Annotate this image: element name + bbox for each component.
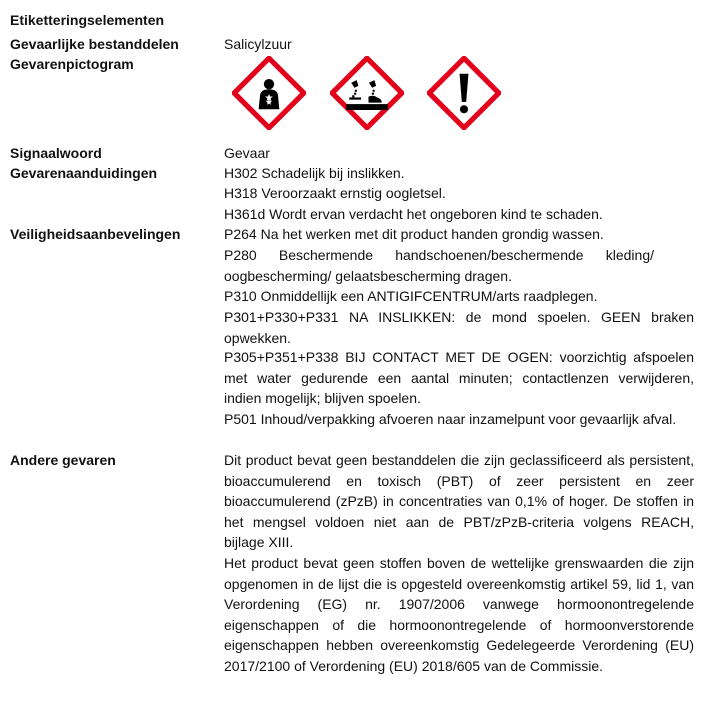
signal-word-value: Gevaar [224,145,270,161]
signal-word-label: Signaalwoord [10,145,102,161]
other-hazards-paragraph-pbt: Dit product bevat geen bestanddelen die zijn geclassificeerd als persistent, bioaccumulerend en toxisch (PBT) of zeer persistent en zeer bioaccumulerend (zPzB) in concentraties van 0,1% of hoger. De stoffen in het mengsel voldoen niet aan de PBT/zPzB-criteria volgens REACH, bijlage XIII. [224,452,694,551]
hazardous-components-value: Salicylzuur [224,36,292,52]
precautionary-statement-p280: P280 Beschermende handschoenen/beschermende kleding/ oogbescherming/ gelaatsbescherming dragen. [224,247,654,284]
health-hazard-icon [232,56,306,130]
section-title: Etiketteringselementen [10,12,165,28]
other-hazards-paragraph-endocrine: Het product bevat geen stoffen boven de wettelijke grenswaarden die zijn opgenomen in de lijst die is opgesteld overeenkomstig artikel 59, lid 1, van Verordening (EG) nr. 1907/2006 vanwege hormoonontregelende eigenschappen of die hormoonontregelende of hormoonverstorende eigenschappen hebben overeenkomstig Gedelegeerde Verordening (EU) 2017/2100 of Verordening (EU) 2018/605 van de Commissie. [224,555,694,674]
precautionary-statement-p264: P264 Na het werken met dit product handen grondig wassen. [224,226,604,242]
exclamation-mark-icon [427,56,501,130]
precautionary-statement-p310: P310 Onmiddellijk een ANTIGIFCENTRUM/arts raadplegen. [224,288,598,304]
precautionary-statement-p501: P501 Inhoud/verpakking afvoeren naar inzamelpunt voor gevaarlijk afval. [224,411,677,427]
other-hazards-label: Andere gevaren [10,452,116,468]
corrosion-icon [330,56,404,130]
hazard-statement-h361d: H361d Wordt ervan verdacht het ongeboren kind te schaden. [224,206,603,222]
hazard-statement-h302: H302 Schadelijk bij inslikken. [224,165,405,181]
hazardous-components-label: Gevaarlijke bestanddelen [10,36,179,52]
hazard-statement-h318: H318 Veroorzaakt ernstig oogletsel. [224,185,446,201]
precautionary-statement-p305: P305+P351+P338 BIJ CONTACT MET DE OGEN: voorzichtig afspoelen met water gedurende een aantal minuten; contactlenzen verwijderen, indien mogelijk; blijven spoelen. [224,349,694,407]
precautionary-statement-p301: P301+P330+P331 NA INSLIKKEN: de mond spoelen. GEEN braken opwekken. [224,309,694,346]
hazard-statements-label: Gevarenaanduidingen [10,165,158,181]
pictograms-label: Gevarenpictogram [10,56,134,72]
precautionary-statements-label: Veiligheidsaanbevelingen [10,226,181,242]
